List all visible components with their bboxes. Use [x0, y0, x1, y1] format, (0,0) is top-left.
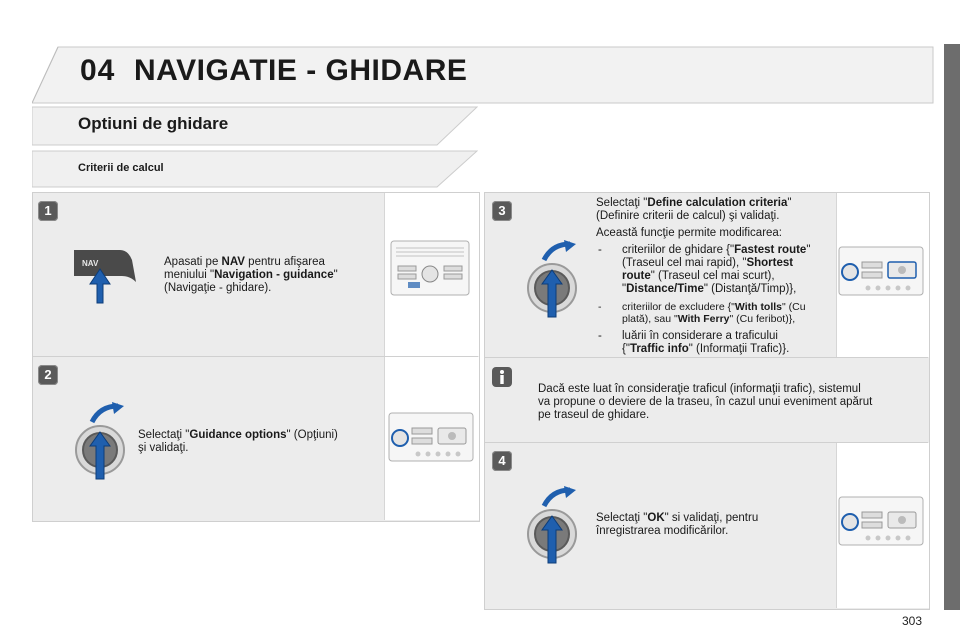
step-number-1: 1	[38, 201, 58, 221]
divider	[485, 357, 928, 358]
step2-line2: şi validaţi.	[138, 442, 189, 454]
nav-button-label: NAV	[82, 259, 99, 268]
step-number-4: 4	[492, 451, 512, 471]
step3-line1: Selectaţi "Define calculation criteria"	[596, 197, 792, 209]
info-line2: va propune o deviere de la traseu, în cazul unui eveniment apărut	[538, 396, 873, 408]
criteria-item-3: - luării în considerare a traficului {"Traffic info" (Informaţii Trafic)}.	[598, 330, 790, 355]
criteria-item-2: - criteriilor de excludere {"With tolls" (Cu plată), sau "With Ferry" (Cu feribot)},	[598, 301, 806, 325]
rotary-knob-icon	[70, 402, 130, 480]
step1-line3: (Navigaţie - ghidare).	[164, 282, 272, 294]
arrow-up-icon	[88, 268, 112, 304]
step4-text	[596, 512, 832, 538]
step1-line2: meniului "Navigation - guidance"	[164, 269, 338, 281]
step3-line3: Această funcţie permite modificarea:	[596, 227, 783, 239]
criteria-item-1: - criteriilor de ghidare {"Fastest route" (Traseul cel mai rapid), "Shortest route" (Traseul cel mai scurt), "Distance/Time" (Distanţă/Timp)},	[598, 244, 811, 295]
step3-text	[596, 197, 834, 356]
step4-line1: Selectaţi "OK" si validaţi, pentru	[596, 512, 759, 524]
chapter-number: 04	[80, 54, 116, 87]
step4-line2: înregistrarea modificărilor.	[596, 525, 729, 537]
side-strip	[944, 44, 960, 610]
info-line3: pe traseul de ghidare.	[538, 409, 650, 421]
rotary-knob-icon	[522, 486, 582, 564]
step-number-3: 3	[492, 201, 512, 221]
step3-line2: (Definire criterii de calcul) şi validaţi.	[596, 210, 780, 222]
step2-text	[138, 429, 378, 455]
radio-unit-icon	[388, 412, 474, 462]
radio-unit-icon	[390, 240, 470, 296]
step2-line1: Selectaţi "Guidance options" (Opţiuni)	[138, 429, 338, 441]
step1-text	[164, 256, 374, 295]
rotary-knob-icon	[522, 240, 582, 318]
info-line1: Dacă este luat în consideraţie traficul (informaţii trafic), sistemul	[538, 383, 861, 395]
page-number: 303	[902, 614, 923, 628]
info-icon	[492, 367, 512, 387]
chapter-title: NAVIGATIE - GHIDARE	[134, 54, 468, 87]
section-title: Optiuni de ghidare	[78, 114, 229, 133]
step-number-2: 2	[38, 365, 58, 385]
subsection-title: Criterii de calcul	[78, 162, 164, 174]
info-text	[538, 383, 918, 422]
radio-unit-icon	[838, 496, 924, 546]
step1-line1: Apasati pe NAV pentru afişarea	[164, 256, 325, 268]
radio-unit-icon	[838, 246, 924, 296]
